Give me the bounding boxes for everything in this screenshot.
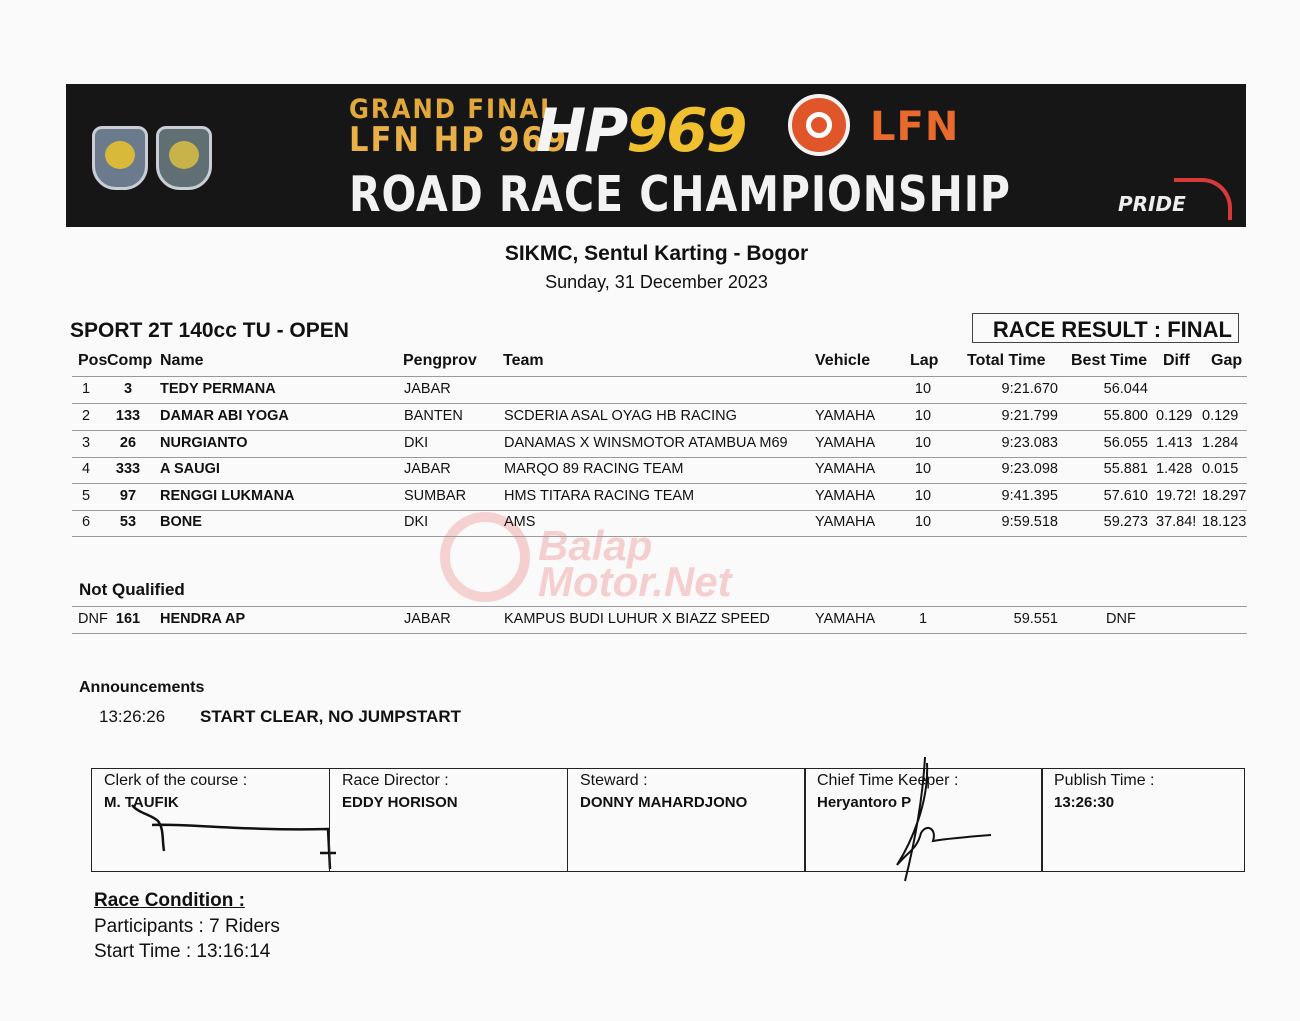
race-condition-title: Race Condition :	[94, 890, 245, 911]
announcement-time: 13:26:26	[99, 707, 166, 726]
rider-name: DAMAR ABI YOGA	[160, 408, 289, 424]
provincial-shield-icon	[156, 126, 212, 190]
gap: 1.284	[1202, 435, 1239, 451]
team: MARQO 89 RACING TEAM	[504, 461, 684, 477]
total-time: 9:41.395	[1001, 488, 1058, 504]
col-header-total-time: Total Time	[967, 352, 1046, 369]
participants: Participants : 7 Riders	[94, 916, 280, 937]
venue: SIKMC, Sentul Karting - Bogor	[504, 242, 809, 265]
best-time: DNF	[1106, 611, 1136, 627]
total-time: 9:59.518	[1001, 514, 1058, 530]
total-time: 9:23.098	[1001, 461, 1058, 477]
vehicle: YAMAHA	[815, 514, 876, 530]
result-title: RACE RESULT : FINAL	[992, 317, 1232, 342]
pos: 2	[82, 408, 91, 424]
gap: 18.297	[1202, 488, 1247, 504]
gap: 18.123	[1202, 514, 1247, 530]
col-header-best-time: Best Time	[1071, 352, 1148, 369]
sig-value: Heryantoro P	[817, 794, 912, 811]
hp969-logo: HP969	[536, 96, 746, 166]
pos: 3	[82, 435, 91, 451]
not-qualified-title: Not Qualified	[79, 580, 185, 599]
steward-box	[567, 768, 806, 872]
comp: 333	[115, 461, 141, 477]
pos: 4	[82, 461, 91, 477]
table-row	[72, 484, 1247, 511]
dnf-row	[72, 607, 1247, 634]
lap: 10	[914, 514, 932, 530]
table-row	[72, 377, 1247, 404]
diff: 1.428	[1156, 461, 1193, 477]
sig-value: DONNY MAHARDJONO	[580, 794, 748, 811]
sig-label: Race Director :	[342, 772, 449, 789]
lap: 10	[914, 408, 932, 424]
timekeeper-signature-icon	[805, 753, 1045, 883]
gap: 0.015	[1202, 461, 1239, 477]
race-director-box	[329, 768, 568, 872]
announcements-title: Announcements	[79, 679, 205, 696]
sig-value: EDDY HORISON	[342, 794, 458, 811]
start-time: Start Time : 13:16:14	[94, 941, 271, 962]
vehicle: YAMAHA	[815, 611, 876, 627]
lap: 10	[914, 461, 932, 477]
sig-value: 13:26:30	[1054, 794, 1115, 811]
pengprov: JABAR	[404, 461, 451, 477]
rider-name: NURGIANTO	[160, 435, 248, 451]
federation-shield-icon	[92, 126, 148, 190]
lap: 10	[914, 381, 932, 397]
table-row	[72, 431, 1247, 458]
team: SCDERIA ASAL OYAG HB RACING	[504, 408, 737, 424]
pengprov: JABAR	[404, 381, 451, 397]
event-date: Sunday, 31 December 2023	[545, 272, 768, 292]
best-time: 59.273	[1103, 514, 1148, 530]
vehicle: YAMAHA	[815, 435, 876, 451]
pos: 6	[82, 514, 91, 530]
table-row	[72, 404, 1247, 431]
gap: 0.129	[1202, 408, 1239, 424]
total-time: 9:21.670	[1001, 381, 1058, 397]
comp: 53	[119, 514, 137, 530]
col-header-name: Name	[160, 352, 204, 369]
diff: 1.413	[1156, 435, 1193, 451]
clerk-of-course-box	[91, 768, 330, 872]
col-header-pengprov: Pengprov	[403, 352, 477, 369]
sig-label: Chief Time Keeper :	[817, 772, 959, 789]
rider-name: A SAUGI	[160, 461, 220, 477]
rider-name: BONE	[160, 514, 202, 530]
rider-name: HENDRA AP	[160, 611, 246, 627]
watermark-line-1: Balap	[538, 522, 653, 569]
diff: 19.72!	[1156, 488, 1197, 504]
chief-time-keeper-box	[804, 768, 1043, 872]
sig-value: M. TAUFIK	[104, 794, 179, 811]
col-header-pos: Pos	[78, 352, 108, 369]
vehicle: YAMAHA	[815, 408, 876, 424]
col-header-team: Team	[503, 352, 544, 369]
pengprov: DKI	[404, 435, 429, 451]
lap: 1	[918, 611, 928, 627]
comp: 161	[115, 611, 141, 627]
team: KAMPUS BUDI LUHUR X BIAZZ SPEED	[504, 611, 770, 627]
lap: 10	[914, 435, 932, 451]
col-header-comp: Comp	[107, 352, 153, 369]
pos: 1	[82, 381, 91, 397]
sig-label: Clerk of the course :	[104, 772, 248, 789]
result-title-box	[972, 313, 1239, 343]
total-time: 59.551	[1013, 611, 1058, 627]
comp: 97	[119, 488, 137, 504]
comp: 133	[115, 408, 141, 424]
clerk-signature-icon	[92, 769, 342, 879]
team: AMS	[504, 514, 536, 530]
lfn-circle-icon	[788, 94, 850, 156]
col-header-vehicle: Vehicle	[815, 352, 871, 369]
grand-final-label: GRAND FINAL	[349, 94, 558, 125]
event-banner	[66, 84, 1246, 227]
table-row	[72, 457, 1247, 484]
table-row	[72, 510, 1247, 537]
vehicle: YAMAHA	[815, 461, 876, 477]
comp: 26	[119, 435, 137, 451]
pos: DNF	[78, 611, 108, 627]
pengprov: SUMBAR	[404, 488, 467, 504]
sig-label: Steward :	[580, 772, 648, 789]
comp: 3	[123, 381, 133, 397]
col-header-diff: Diff	[1163, 352, 1190, 369]
col-header-gap: Gap	[1211, 352, 1243, 369]
pengprov: BANTEN	[404, 408, 463, 424]
team: DANAMAS X WINSMOTOR ATAMBUA M69	[504, 435, 788, 451]
pengprov: DKI	[404, 514, 429, 530]
best-time: 56.055	[1103, 435, 1148, 451]
sig-label: Publish Time :	[1054, 772, 1155, 789]
sponsor-logo: PRIDE	[1118, 192, 1186, 216]
race-category: SPORT 2T 140cc TU - OPEN	[70, 319, 349, 342]
lap: 10	[914, 488, 932, 504]
announcement-text: START CLEAR, NO JUMPSTART	[200, 707, 461, 726]
total-time: 9:23.083	[1001, 435, 1058, 451]
col-header-lap: Lap	[910, 352, 939, 369]
team: HMS TITARA RACING TEAM	[504, 488, 695, 504]
best-time: 56.044	[1103, 381, 1148, 397]
best-time: 57.610	[1103, 488, 1148, 504]
publish-time-box	[1041, 768, 1245, 872]
best-time: 55.800	[1103, 408, 1148, 424]
pos: 5	[82, 488, 91, 504]
diff: 0.129	[1156, 408, 1193, 424]
rider-name: TEDY PERMANA	[160, 381, 276, 397]
rider-name: RENGGI LUKMANA	[160, 488, 295, 504]
lfn-logo: LFN	[870, 104, 960, 150]
pengprov: JABAR	[404, 611, 451, 627]
diff: 37.84!	[1156, 514, 1197, 530]
best-time: 55.881	[1103, 461, 1148, 477]
series-name: LFN HP 969	[349, 120, 569, 160]
championship-title: ROAD RACE CHAMPIONSHIP	[349, 166, 1011, 223]
vehicle: YAMAHA	[815, 488, 876, 504]
watermark-line-2: Motor.Net	[538, 558, 732, 605]
total-time: 9:21.799	[1001, 408, 1058, 424]
